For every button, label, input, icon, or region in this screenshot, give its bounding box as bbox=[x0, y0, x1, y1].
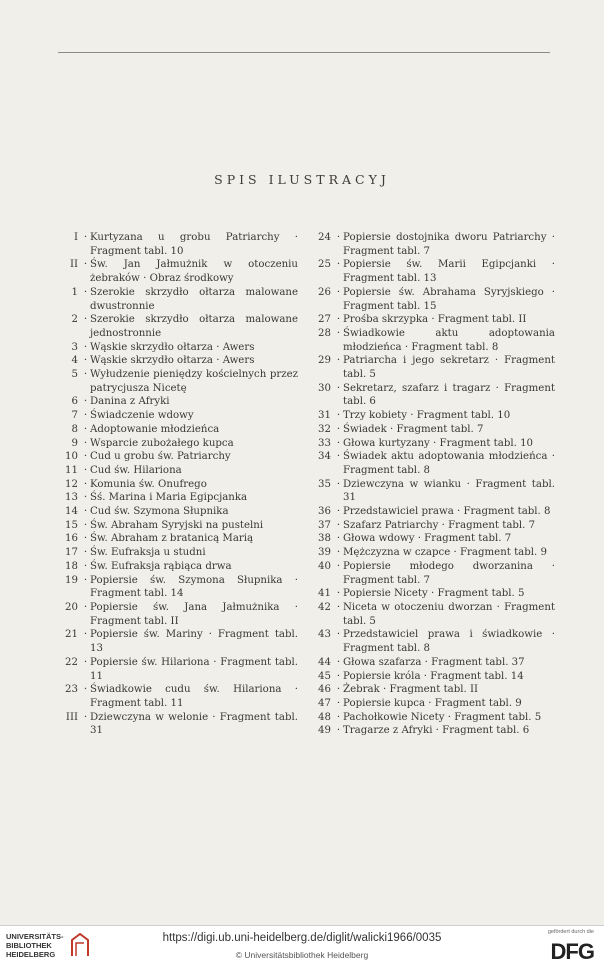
entry-number: 42 bbox=[318, 601, 331, 613]
entry-number: 41 bbox=[318, 588, 331, 600]
entry-number: 47 bbox=[318, 697, 331, 709]
entry-separator: · bbox=[83, 410, 88, 422]
entry-number: 44 bbox=[318, 656, 331, 668]
illustration-entry bbox=[58, 450, 298, 464]
entry-number: 23 bbox=[65, 684, 78, 696]
illustration-entry bbox=[58, 546, 298, 560]
entry-number: 31 bbox=[318, 410, 331, 422]
entry-separator: · bbox=[83, 341, 88, 353]
entry-caption: Wąskie skrzydło ołtarza · Awers bbox=[90, 355, 255, 367]
illustration-entry bbox=[310, 505, 555, 519]
illustration-entry bbox=[58, 231, 298, 258]
entry-separator: · bbox=[83, 711, 88, 723]
permalink-url[interactable]: https://digi.ub.uni-heidelberg.de/diglit/walicki1966/0035 bbox=[162, 932, 442, 944]
entry-number: 32 bbox=[318, 423, 331, 435]
illustration-entry bbox=[58, 601, 298, 628]
illustration-entry bbox=[310, 656, 555, 670]
entry-number: 25 bbox=[318, 259, 331, 271]
entry-separator: · bbox=[336, 382, 341, 394]
entry-separator: · bbox=[336, 519, 341, 531]
entry-caption: Głowa wdowy · Fragment tabl. 7 bbox=[343, 533, 512, 545]
entry-separator: · bbox=[336, 588, 341, 600]
entry-number: 33 bbox=[318, 437, 331, 449]
right-column bbox=[310, 231, 555, 738]
entry-number: 16 bbox=[65, 533, 78, 545]
entry-caption: Wsparcie zubożałego kupca bbox=[90, 437, 234, 449]
illustration-entry bbox=[310, 560, 555, 587]
illustration-entry bbox=[310, 587, 555, 601]
entry-separator: · bbox=[83, 232, 88, 243]
entry-separator: · bbox=[83, 259, 88, 271]
entry-separator: · bbox=[336, 259, 341, 271]
entry-number: I bbox=[73, 232, 78, 243]
entry-caption: Św. Jan Jałmużnik w otoczeniu żebraków · Obraz środkowy bbox=[90, 259, 298, 285]
entry-separator: · bbox=[336, 656, 341, 668]
entry-separator: · bbox=[336, 560, 341, 572]
illustration-entry bbox=[310, 313, 555, 327]
illustration-entry bbox=[58, 628, 298, 655]
entry-number: 5 bbox=[71, 369, 78, 381]
entry-number: 10 bbox=[65, 451, 78, 463]
entry-number: 18 bbox=[65, 560, 78, 572]
illustration-entry bbox=[58, 286, 298, 313]
illustration-entry bbox=[310, 450, 555, 477]
entry-caption: Pachołkowie Nicety · Fragment tabl. 5 bbox=[343, 711, 542, 723]
entry-separator: · bbox=[83, 506, 88, 518]
entry-separator: · bbox=[336, 286, 341, 298]
entry-number: 20 bbox=[65, 601, 78, 613]
entry-caption: Wyłudzenie pieniędzy kościelnych przez patrycjusza Nicetę bbox=[90, 369, 298, 394]
entry-number: 1 bbox=[71, 286, 78, 298]
entry-caption: Niceta w otoczeniu dworzan · Fragment tabl. 5 bbox=[343, 601, 555, 627]
entry-caption: Szerokie skrzydło ołtarza malowane dwustronnie bbox=[90, 286, 298, 312]
entry-caption: Świadek · Fragment tabl. 7 bbox=[343, 423, 484, 435]
entry-caption: Kurtyzana u grobu Patriarchy · Fragment tabl. 10 bbox=[90, 232, 298, 257]
entry-caption: Dziewczyna w wianku · Fragment tabl. 31 bbox=[343, 478, 555, 504]
entry-separator: · bbox=[336, 327, 341, 339]
entry-separator: · bbox=[336, 684, 341, 696]
illustration-entry bbox=[58, 368, 298, 395]
illustration-entry bbox=[58, 478, 298, 492]
illustration-entry bbox=[310, 478, 555, 505]
entry-caption: Danina z Afryki bbox=[90, 396, 170, 408]
entry-caption: Św. Eufraksja rąbiąca drwa bbox=[90, 560, 232, 572]
entry-separator: · bbox=[336, 355, 341, 367]
illustration-entry bbox=[58, 464, 298, 478]
entry-separator: · bbox=[83, 519, 88, 531]
entry-caption: Przedstawiciel prawa · Fragment tabl. 8 bbox=[343, 506, 551, 518]
illustration-entry bbox=[58, 505, 298, 519]
entry-caption: Świadkowie cudu św. Hilariona · Fragment tabl. 11 bbox=[90, 684, 298, 709]
illustration-entry bbox=[310, 601, 555, 628]
entry-number: 39 bbox=[318, 547, 331, 559]
entry-number: 24 bbox=[318, 232, 331, 243]
illustration-entry bbox=[310, 711, 555, 725]
entry-caption: Prośba skrzypka · Fragment tabl. II bbox=[343, 314, 527, 326]
entry-caption: Świadek aktu adoptowania młodzieńca · Fragment tabl. 8 bbox=[343, 451, 555, 476]
illustration-entry bbox=[310, 409, 555, 423]
entry-caption: Szafarz Patriarchy · Fragment tabl. 7 bbox=[343, 519, 536, 531]
funding-note: gefördert durch die bbox=[547, 929, 594, 935]
entry-number: 15 bbox=[65, 519, 78, 531]
entry-separator: · bbox=[83, 286, 88, 298]
entry-caption: Cud u grobu św. Patriarchy bbox=[90, 451, 231, 463]
entry-separator: · bbox=[83, 684, 88, 696]
entry-number: 45 bbox=[318, 670, 331, 682]
entry-number: 17 bbox=[65, 547, 78, 559]
illustration-entry bbox=[58, 395, 298, 409]
entry-separator: · bbox=[336, 629, 341, 641]
illustration-entry bbox=[58, 341, 298, 355]
entry-caption: Św. Eufraksja u studni bbox=[90, 547, 206, 559]
entry-caption: Popiersie dostojnika dworu Patriarchy · Fragment tabl. 7 bbox=[343, 232, 555, 257]
entry-separator: · bbox=[83, 396, 88, 408]
entry-number: 43 bbox=[318, 629, 331, 641]
entry-separator: · bbox=[83, 369, 88, 381]
illustration-entry bbox=[310, 327, 555, 354]
viewer-footer bbox=[0, 925, 604, 968]
entry-caption: Popiersie św. Hilariona · Fragment tabl. 11 bbox=[90, 656, 298, 682]
entry-caption: Św. Abraham z bratanicą Marią bbox=[90, 533, 254, 545]
entry-number: 30 bbox=[318, 382, 331, 394]
entry-separator: · bbox=[83, 656, 88, 668]
entry-number: 8 bbox=[71, 423, 78, 435]
entry-caption: Cud św. Szymona Słupnika bbox=[90, 506, 229, 518]
entry-separator: · bbox=[83, 451, 88, 463]
dfg-logo[interactable]: DFG bbox=[550, 939, 594, 964]
entry-separator: · bbox=[83, 601, 88, 613]
entry-number: 7 bbox=[71, 410, 78, 422]
illustration-entry bbox=[58, 423, 298, 437]
illustration-entry bbox=[58, 491, 298, 505]
illustration-entry bbox=[310, 354, 555, 381]
entry-separator: · bbox=[336, 314, 341, 326]
entry-number: 40 bbox=[318, 560, 331, 572]
entry-number: 34 bbox=[318, 451, 331, 463]
entry-separator: · bbox=[83, 547, 88, 559]
entry-caption: Sekretarz, szafarz i tragarz · Fragment tabl. 6 bbox=[343, 382, 555, 408]
illustration-entry bbox=[310, 670, 555, 684]
entry-caption: Wąskie skrzydło ołtarza · Awers bbox=[90, 341, 255, 353]
illustration-entry bbox=[58, 313, 298, 340]
entry-separator: · bbox=[83, 423, 88, 435]
entry-number: 19 bbox=[65, 574, 78, 586]
entry-number: 48 bbox=[318, 711, 331, 723]
illustration-entry bbox=[310, 683, 555, 697]
entry-separator: · bbox=[336, 423, 341, 435]
illustration-entry bbox=[58, 532, 298, 546]
entry-separator: · bbox=[83, 355, 88, 367]
entry-separator: · bbox=[83, 533, 88, 545]
entry-number: 2 bbox=[71, 314, 78, 326]
entry-number: 46 bbox=[318, 684, 331, 696]
entry-caption: Głowa szafarza · Fragment tabl. 37 bbox=[343, 656, 525, 668]
illustration-entry bbox=[310, 286, 555, 313]
entry-caption: Popiersie króla · Fragment tabl. 14 bbox=[343, 670, 524, 682]
entry-caption: Cud św. Hilariona bbox=[90, 464, 182, 476]
illustration-entry bbox=[58, 354, 298, 368]
entry-separator: · bbox=[83, 560, 88, 572]
illustration-entry bbox=[58, 656, 298, 683]
entry-caption: Patriarcha i jego sekretarz · Fragment tabl. 5 bbox=[343, 355, 555, 381]
entry-separator: · bbox=[336, 547, 341, 559]
entry-number: 38 bbox=[318, 533, 331, 545]
entry-caption: Przedstawiciel prawa i świadkowie · Fragment tabl. 8 bbox=[343, 629, 555, 655]
entry-number: 27 bbox=[318, 314, 331, 326]
illustration-entry bbox=[310, 697, 555, 711]
entry-caption: Świadkowie aktu adoptowania młodzieńca · Fragment tabl. 8 bbox=[343, 327, 555, 353]
entry-number: 9 bbox=[71, 437, 78, 449]
top-rule bbox=[58, 52, 550, 53]
illustration-entry bbox=[310, 519, 555, 533]
entry-number: 11 bbox=[65, 464, 78, 476]
entry-number: 22 bbox=[65, 656, 78, 668]
entry-number: 49 bbox=[318, 725, 331, 737]
illustration-entry bbox=[310, 724, 555, 738]
entry-caption: Szerokie skrzydło ołtarza malowane jednostronnie bbox=[90, 314, 298, 339]
entry-number: 35 bbox=[318, 478, 331, 490]
entry-separator: · bbox=[336, 410, 341, 422]
entry-separator: · bbox=[336, 533, 341, 545]
entry-separator: · bbox=[336, 437, 341, 449]
entry-number: 29 bbox=[318, 355, 331, 367]
entry-number: 28 bbox=[318, 327, 331, 339]
entry-caption: Popiersie św. Abrahama Syryjskiego · Fragment tabl. 15 bbox=[343, 286, 555, 312]
page-title: SPIS ILUSTRACYJ bbox=[214, 172, 390, 187]
entry-separator: · bbox=[336, 506, 341, 518]
entry-separator: · bbox=[336, 711, 341, 723]
entry-caption: Śś. Marina i Maria Egipcjanka bbox=[90, 492, 248, 504]
entry-number: 37 bbox=[318, 519, 331, 531]
illustration-entry bbox=[310, 628, 555, 655]
entry-number: 26 bbox=[318, 286, 331, 298]
illustration-entry bbox=[58, 437, 298, 451]
entry-caption: Popiersie św. Marii Egipcjanki · Fragment tabl. 13 bbox=[343, 259, 555, 285]
entry-separator: · bbox=[336, 725, 341, 737]
illustration-entry bbox=[58, 258, 298, 285]
entry-separator: · bbox=[336, 601, 341, 613]
entry-separator: · bbox=[83, 464, 88, 476]
entry-separator: · bbox=[336, 232, 341, 243]
entry-caption: Popiersie Nicety · Fragment tabl. 5 bbox=[343, 588, 525, 600]
illustration-entry bbox=[310, 423, 555, 437]
illustration-entry bbox=[310, 546, 555, 560]
entry-number: 36 bbox=[318, 506, 331, 518]
entry-number: 4 bbox=[71, 355, 78, 367]
entry-caption: Popiersie młodego dworzanina · Fragment tabl. 7 bbox=[343, 560, 555, 586]
entry-number: 3 bbox=[71, 341, 78, 353]
illustration-entry bbox=[58, 683, 298, 710]
illustration-entry bbox=[310, 437, 555, 451]
entry-number: 6 bbox=[71, 396, 78, 408]
entry-number: III bbox=[65, 711, 78, 723]
entry-separator: · bbox=[336, 697, 341, 709]
illustration-entry bbox=[58, 711, 298, 738]
illustration-entry bbox=[58, 574, 298, 601]
entry-separator: · bbox=[336, 478, 341, 490]
illustration-entry bbox=[58, 519, 298, 533]
entry-caption: Tragarze z Afryki · Fragment tabl. 6 bbox=[343, 725, 530, 737]
illustration-entry bbox=[310, 382, 555, 409]
illustration-entry bbox=[310, 231, 555, 258]
illustration-entry bbox=[310, 532, 555, 546]
entry-caption: Popiersie kupca · Fragment tabl. 9 bbox=[343, 697, 522, 709]
entry-number: 21 bbox=[65, 629, 78, 641]
entry-caption: Św. Abraham Syryjski na pustelni bbox=[90, 519, 264, 531]
copyright-text: © Universitätsbibliothek Heidelberg bbox=[235, 950, 369, 960]
entry-separator: · bbox=[83, 492, 88, 504]
entry-caption: Żebrak · Fragment tabl. II bbox=[343, 684, 479, 696]
entry-separator: · bbox=[336, 670, 341, 682]
illustration-entry bbox=[310, 258, 555, 285]
entry-caption: Popiersie św. Jana Jałmużnika · Fragment tabl. II bbox=[90, 601, 298, 627]
entry-separator: · bbox=[83, 478, 88, 490]
entry-number: II bbox=[69, 259, 78, 271]
entry-separator: · bbox=[83, 314, 88, 326]
entry-caption: Trzy kobiety · Fragment tabl. 10 bbox=[343, 410, 511, 422]
entry-separator: · bbox=[336, 451, 341, 463]
entry-caption: Popiersie św. Szymona Słupnika · Fragment tabl. 14 bbox=[90, 574, 298, 600]
entry-caption: Popiersie św. Mariny · Fragment tabl. 13 bbox=[90, 629, 298, 655]
entry-number: 12 bbox=[65, 478, 78, 490]
illustration-entry bbox=[58, 409, 298, 423]
entry-separator: · bbox=[83, 437, 88, 449]
entry-caption: Adoptowanie młodzieńca bbox=[90, 423, 220, 435]
entry-separator: · bbox=[83, 629, 88, 641]
entry-caption: Dziewczyna w welonie · Fragment tabl. 31 bbox=[90, 711, 298, 737]
illustration-entry bbox=[58, 560, 298, 574]
entry-caption: Świadczenie wdowy bbox=[90, 410, 194, 422]
entry-caption: Komunia św. Onufrego bbox=[90, 478, 207, 490]
entry-caption: Mężczyzna w czapce · Fragment tabl. 9 bbox=[343, 547, 547, 559]
entry-caption: Głowa kurtyzany · Fragment tabl. 10 bbox=[343, 437, 534, 449]
library-logo-text: UNIVERSITÄTS- BIBLIOTHEK HEIDELBERG bbox=[6, 932, 64, 959]
entry-separator: · bbox=[83, 574, 88, 586]
entry-number: 13 bbox=[65, 492, 78, 504]
left-column bbox=[58, 231, 298, 738]
entry-number: 14 bbox=[65, 506, 78, 518]
